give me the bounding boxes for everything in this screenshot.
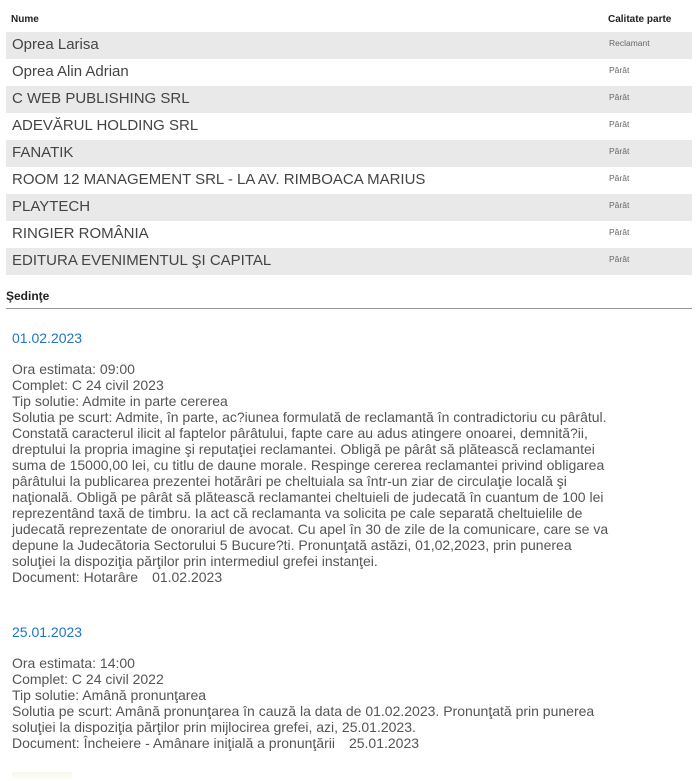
session-entry	[12, 329, 688, 585]
session-solution-type: Tip solutie: Admite in parte cererea	[12, 393, 228, 409]
party-name: EDITURA EVENIMENTUL ŞI CAPITAL	[12, 252, 272, 269]
party-role: Pârât	[609, 254, 630, 264]
session-date: 01.02.2023	[12, 330, 83, 346]
document-type: Document: Încheiere - Amânare iniţială a pronunţării	[12, 735, 335, 751]
table-row	[6, 140, 692, 167]
session-document	[12, 569, 688, 585]
party-role: Pârât	[609, 65, 630, 75]
party-role: Reclamant	[609, 38, 650, 48]
table-row	[6, 194, 692, 221]
session-time: Ora estimata: 14:00	[12, 655, 135, 671]
party-name: RINGIER ROMÂNIA	[12, 225, 149, 242]
party-name: C WEB PUBLISHING SRL	[12, 90, 190, 107]
party-name: PLAYTECH	[12, 198, 91, 215]
table-row	[6, 59, 692, 86]
table-row	[6, 86, 692, 113]
party-name: Oprea Alin Adrian	[12, 63, 129, 80]
table-row	[6, 248, 692, 275]
session-solution-summary: Solutia pe scurt: Amână pronunţarea în cauză la data de 01.02.2023. Pronunţată prin punerea soluţiei la dispoziţia părţilor prin mijlocirea grefei, azi, 25.01.2023.	[12, 703, 595, 735]
parties-table-header	[0, 0, 700, 32]
document-date: 01.02.2023	[152, 569, 223, 585]
party-role: Pârât	[609, 200, 630, 210]
party-role: Pârât	[609, 119, 630, 129]
sessions-section-title: Şedinţe	[6, 289, 50, 303]
section-divider	[6, 308, 692, 309]
document-date: 25.01.2023	[348, 735, 420, 751]
party-name: ADEVĂRUL HOLDING SRL	[12, 117, 199, 134]
parties-table	[0, 32, 700, 275]
party-role: Pârât	[609, 146, 630, 156]
session-panel: Complet: C 24 civil 2023	[12, 377, 164, 393]
next-session-date-cropped	[12, 772, 72, 781]
party-name: ROOM 12 MANAGEMENT SRL - LA AV. RIMBOACA MARIUS	[12, 171, 426, 188]
table-row	[6, 167, 692, 194]
session-document	[12, 735, 688, 751]
table-row	[6, 221, 692, 248]
party-role: Pârât	[609, 173, 630, 183]
table-row	[6, 32, 692, 59]
session-time: Ora estimata: 09:00	[12, 361, 135, 377]
party-role: Pârât	[609, 227, 630, 237]
column-header-role: Calitate parte	[608, 14, 672, 25]
session-entry	[12, 623, 688, 751]
party-name: FANATIK	[12, 144, 74, 161]
session-solution-type: Tip solutie: Amână pronunţarea	[12, 687, 207, 703]
party-role: Pârât	[609, 92, 630, 102]
session-solution-summary: Solutia pe scurt: Admite, în parte, ac?iunea formulată de reclamantă în contradictoriu cu pârâtul. Constată caracterul ilicit al faptelor pârâtului, fapte care au adus atingere onoarei, demnită?ii, dreptului la propria imagine şi reputaţiei reclamantei. Obligă pe pârât să plătească reclamantei suma de 15000,00 lei, cu titlu de daune morale. Respinge cererea reclamantei privind obligarea pârâtului la publicarea prezentei hotărâri pe cheltuiala sa într-un ziar de circulaţie locală şi naţională. Obligă pe pârât să plătească reclamantei cheltuieli de judecată în cuantum de 100 lei reprezentând taxă de timbru. Ia act că reclamanta va solicita pe cale separată cheltuielile de judecată reprezentate de onorariul de avocat. Cu apel în 30 de zile de la comunicare, care se va depune la Judecătoria Sectorului 5 Bucure?ti. Pronunţată astăzi, 01,02,2023, prin punerea soluţiei la dispoziţia părţilor prin intermediul grefei instanţei.	[12, 409, 609, 569]
party-name: Oprea Larisa	[12, 36, 99, 53]
column-header-name: Nume	[11, 14, 39, 25]
document-type: Document: Hotarâre	[12, 569, 139, 585]
session-date: 25.01.2023	[12, 624, 83, 640]
session-panel: Complet: C 24 civil 2022	[12, 671, 164, 687]
table-row	[6, 113, 692, 140]
